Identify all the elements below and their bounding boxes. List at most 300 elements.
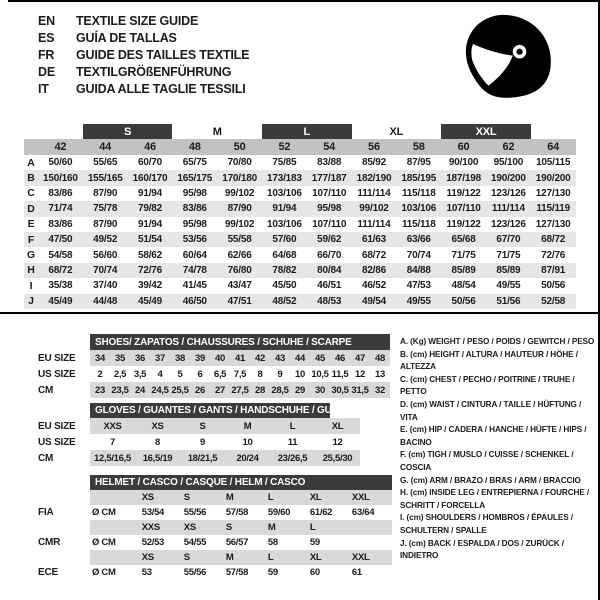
shoes-size-table: [35, 334, 390, 398]
measurement-cell: 87/95: [406, 157, 431, 169]
measurement-cell: 170/180: [217, 170, 262, 185]
measurement-cell: 111/114: [486, 201, 531, 216]
helmet-size-label: XS: [140, 490, 182, 505]
measurement-cell: 95/98: [182, 187, 207, 199]
helmet-size-spacer: [35, 490, 90, 505]
measurement-cell: 123/126: [490, 187, 526, 199]
gloves-value-cell: XXS: [90, 418, 135, 434]
helmet-size-label: L: [266, 550, 308, 565]
size-group-xxl: XXL: [441, 124, 531, 139]
measurement-cell: 39/42: [137, 280, 162, 292]
shoes-value-cell: 44: [290, 350, 310, 366]
size-group-row: [24, 124, 576, 139]
measurement-cell: 47/51: [217, 294, 262, 309]
measurement-row-j: [24, 294, 576, 309]
measurement-row-c: [24, 186, 576, 201]
helmet-size-label: XL: [308, 490, 350, 505]
measurement-cell: 70/74: [406, 249, 431, 261]
measurement-cell: 48/52: [262, 294, 307, 309]
measurement-cell: 71/74: [38, 201, 83, 216]
measurement-cell: 62/66: [227, 249, 252, 261]
shoes-row-cm: [35, 382, 390, 398]
size-row-spacer: [24, 139, 38, 155]
shoes-value-cell: 39: [190, 350, 210, 366]
measurement-cell: 111/114: [357, 187, 391, 199]
size-column-56: 56: [352, 139, 397, 155]
row-label-d: D: [24, 201, 38, 216]
measurement-cell: 58/62: [137, 249, 162, 261]
row-label-a: A: [27, 156, 35, 169]
helmet-value-cell: 59: [267, 567, 278, 578]
measurement-cell: 49/55: [396, 294, 441, 309]
measurement-cell: 63/66: [396, 232, 441, 247]
legend-item: D. (cm) WAIST / CINTURA / TAILLE / HÜFTUNG / VITA: [400, 399, 582, 422]
measurement-cell: 87/90: [217, 201, 262, 216]
language-code: ES: [38, 31, 55, 45]
measurement-cell: 64/68: [272, 249, 297, 261]
helmet-value-cell: 55/56: [183, 507, 207, 518]
size-column-62: 62: [486, 139, 531, 155]
shoes-value-cell: 7,5: [233, 368, 247, 380]
textile-size-table: [24, 124, 576, 309]
gloves-title: GLOVES / GUANTES / GANTS / HANDSCHUHE / GUANTI: [90, 403, 330, 418]
shoes-value-cell: 2,5: [113, 368, 127, 380]
measurement-cell: 59/62: [307, 232, 352, 247]
helmet-value-cell: 63/64: [351, 507, 375, 518]
measurement-cell: 99/102: [224, 218, 255, 230]
shoes-value-cell: 24,5: [150, 382, 170, 398]
measurement-cell: 60/64: [182, 249, 207, 261]
diameter-prefix: Ø CM: [92, 507, 116, 518]
measurement-cell: 182/190: [352, 170, 397, 185]
row-label-j: J: [24, 294, 38, 309]
measurement-cell: 119/122: [446, 218, 481, 230]
measurement-cell: 83/86: [48, 187, 73, 199]
measurement-cell: 75/85: [272, 157, 297, 169]
helmet-value-cell: 52/53: [141, 537, 165, 548]
size-column-46: 46: [128, 139, 173, 155]
measurement-cell: 103/106: [396, 201, 441, 216]
size-column-52: 52: [262, 139, 307, 155]
measurement-cell: 127/130: [535, 218, 571, 230]
measurement-cell: 65/68: [441, 232, 486, 247]
measurement-cell: 160/170: [128, 170, 173, 185]
size-column-64: 64: [531, 139, 576, 155]
measurement-row-g: [24, 247, 576, 262]
shoes-value-cell: 45: [310, 350, 330, 366]
measurement-cell: 57/60: [262, 232, 307, 247]
measurement-cell: 75/78: [83, 201, 128, 216]
measurement-cell: 85/89: [486, 263, 531, 278]
measurement-cell: 60/70: [137, 157, 162, 169]
helmet-value-cell: 61: [351, 567, 362, 578]
measurement-cell: 85/92: [361, 157, 386, 169]
helmet-size-spacer: [35, 550, 90, 565]
size-column-54: 54: [307, 139, 352, 155]
measurement-cell: 67/70: [486, 232, 531, 247]
shoes-value-cell: 41: [230, 350, 250, 366]
shoes-value-cell: 24: [130, 382, 150, 398]
measurement-cell: 43/47: [227, 280, 252, 292]
measurement-cell: 95/100: [493, 157, 524, 169]
measurement-cell: 84/88: [396, 263, 441, 278]
measurement-cell: 72/76: [128, 263, 173, 278]
row-label-c: C: [27, 187, 35, 200]
helmet-value-cell: 53/54: [141, 507, 165, 518]
shoes-value-cell: 36: [130, 350, 150, 366]
language-row: [38, 30, 249, 47]
measurement-cell: 51/56: [486, 294, 531, 309]
size-column-44: 44: [83, 139, 128, 155]
measurement-cell: 72/76: [541, 249, 566, 261]
measurement-cell: 87/91: [531, 263, 576, 278]
measurement-row-a: [24, 155, 576, 170]
gloves-row-label: US SIZE: [38, 436, 76, 448]
helmet-value-cell: 59/60: [267, 507, 291, 518]
language-code: DE: [38, 65, 55, 79]
measurement-legend: [400, 336, 598, 563]
standard-label-ece: ECE: [38, 567, 58, 578]
measurement-cell: 54/58: [48, 249, 73, 261]
gloves-value-cell: 9: [200, 436, 205, 448]
gloves-value-cell: L: [270, 418, 315, 434]
legend-item: F. (cm) TIGH / MUSLO / CUISSE / SCHENKEL / COSCIA: [400, 450, 574, 472]
helmet-size-prefix-cell: [90, 490, 140, 505]
measurement-cell: 71/75: [451, 249, 476, 261]
size-group-l: L: [262, 124, 352, 139]
language-title: GUÍA DE TALLAS: [76, 31, 177, 45]
gloves-value-cell: 20/24: [225, 450, 270, 466]
measurement-cell: 52/58: [531, 294, 576, 309]
shoes-value-cell: 31,5: [350, 382, 370, 398]
shoes-title: SHOES/ ZAPATOS / CHAUSSURES / SCHUHE / SCARPE: [90, 334, 390, 350]
measurement-cell: 51/54: [128, 232, 173, 247]
measurement-cell: 61/63: [352, 232, 397, 247]
row-label-g: G: [27, 249, 35, 262]
measurement-cell: 155/165: [83, 170, 128, 185]
legend-item: I. (cm) SHOULDERS / HOMBROS / ÉPAULES / SCHULTERN / SPALLE: [400, 513, 573, 535]
shoes-row-label: CM: [38, 384, 54, 396]
helmet-value-cell: 59: [309, 537, 320, 548]
helmet-size-row-fia: [35, 490, 392, 505]
helmet-size-row-cmr: [35, 520, 392, 535]
size-group-s: S: [83, 124, 173, 139]
measurement-row-f: [24, 232, 576, 247]
diameter-prefix: Ø CM: [92, 537, 116, 548]
measurement-cell: 173/183: [262, 170, 307, 185]
helmet-title-cell: [90, 475, 392, 490]
measurement-cell: 79/82: [128, 201, 173, 216]
measurement-cell: 103/106: [267, 187, 302, 199]
language-row: [38, 13, 249, 30]
row-label-f: F: [24, 232, 38, 247]
measurement-cell: 107/110: [312, 218, 347, 230]
gloves-value-cell: XL: [315, 418, 360, 434]
helmet-size-table: [35, 475, 392, 580]
shoes-value-cell: 48: [370, 350, 390, 366]
shoes-value-cell: 12: [355, 368, 365, 380]
helmet-title-spacer: [35, 475, 90, 490]
gloves-value-cell: 23/26,5: [270, 450, 315, 466]
helmet-size-label: S: [182, 490, 224, 505]
shoes-value-cell: 26: [190, 382, 210, 398]
measurement-cell: 71/75: [496, 249, 521, 261]
shoes-value-cell: 43: [270, 350, 290, 366]
measurement-cell: 76/80: [217, 263, 262, 278]
size-column-48: 48: [172, 139, 217, 155]
helmet-size-label: XXS: [140, 520, 182, 535]
shoes-value-cell: 35: [110, 350, 130, 366]
helmet-size-label: M: [266, 520, 308, 535]
language-code: EN: [38, 14, 55, 28]
measurement-cell: 65/75: [182, 157, 207, 169]
legend-item: A. (Kg) WEIGHT / PESO / POIDS / GEWITCH / PESO: [400, 337, 595, 346]
gloves-value-cell: 8: [155, 436, 160, 448]
legend-item: J. (cm) BACK / ESPALDA / DOS / ZURÜCK / INDIETRO: [400, 538, 564, 561]
row-label-h: H: [24, 263, 38, 278]
racing-helmet-icon: [445, 10, 565, 107]
gloves-title-row: [35, 402, 360, 418]
shoes-value-cell: 47: [350, 350, 370, 366]
measurement-cell: 95/98: [182, 218, 207, 230]
shoes-value-cell: 37: [150, 350, 170, 366]
group-header-spacer: [531, 124, 576, 139]
legend-item: C. (cm) CHEST / PECHO / POITRINE / TRUHE / PETTO: [400, 374, 575, 397]
gloves-row-cm: [35, 450, 360, 466]
gloves-value-cell: S: [180, 418, 225, 434]
measurement-cell: 111/114: [357, 218, 391, 230]
measurement-cell: 49/55: [496, 280, 521, 292]
measurement-cell: 165/175: [172, 170, 217, 185]
legend-item: H. (cm) INSIDE LEG / ENTREPIERNA / FOURCHE / SCHRITT / FORCELLA: [400, 488, 590, 510]
helmet-size-row-ece: [35, 550, 392, 565]
helmet-value-row-ece: [35, 565, 392, 580]
measurement-cell: 187/198: [441, 170, 486, 185]
shoes-value-cell: 10: [295, 368, 305, 380]
helmet-title: HELMET / CASCO / CASQUE / HELM / CASCO: [90, 475, 392, 490]
gloves-value-cell: XS: [135, 418, 180, 434]
helmet-size-label: [350, 520, 392, 535]
measurement-cell: 45/50: [272, 280, 297, 292]
measurement-row-i: [24, 278, 576, 293]
helmet-value-cell: 53: [141, 567, 152, 578]
helmet-value-cell: 60: [309, 567, 320, 578]
gloves-title-cell: [90, 402, 360, 418]
measurement-cell: 107/110: [441, 201, 486, 216]
helmet-size-label: L: [266, 490, 308, 505]
measurement-cell: 47/53: [406, 280, 431, 292]
helmet-value-cell: [350, 535, 392, 550]
shoes-value-cell: 30: [310, 382, 330, 398]
helmet-value-cell: 56/57: [225, 537, 249, 548]
shoes-value-cell: 27,5: [230, 382, 250, 398]
measurement-cell: 177/187: [307, 170, 352, 185]
measurement-cell: 70/74: [83, 263, 128, 278]
measurement-cell: 68/72: [531, 232, 576, 247]
measurement-cell: 66/70: [317, 249, 342, 261]
measurement-cell: 82/86: [352, 263, 397, 278]
helmet-value-cell: 61/62: [309, 507, 333, 518]
helmet-value-row-cmr: [35, 535, 392, 550]
measurement-cell: 46/52: [361, 280, 386, 292]
measurement-cell: 37/40: [93, 280, 118, 292]
shoes-value-cell: 13: [375, 368, 385, 380]
language-row: [38, 81, 249, 98]
measurement-cell: 105/115: [536, 157, 571, 169]
measurement-cell: 41/45: [182, 280, 207, 292]
gloves-value-cell: 18/21,5: [180, 450, 225, 466]
measurement-cell: 83/86: [172, 201, 217, 216]
gloves-value-cell: 12,5/16,5: [90, 450, 135, 466]
gloves-value-cell: 12: [332, 436, 343, 448]
measurement-cell: 99/102: [352, 201, 397, 216]
shoes-value-cell: 23,5: [110, 382, 130, 398]
standard-label-fia: FIA: [38, 507, 54, 518]
measurement-cell: 190/200: [531, 170, 576, 185]
shoes-value-cell: 29: [290, 382, 310, 398]
measurement-row-e: [24, 217, 576, 232]
helmet-value-cell: 58: [267, 537, 278, 548]
size-number-row: [24, 139, 576, 155]
shoes-value-cell: 5: [177, 368, 183, 380]
shoes-value-cell: 11,5: [331, 368, 349, 380]
language-title: GUIDA ALLE TAGLIE TESSILI: [76, 82, 246, 96]
measurement-cell: 115/119: [531, 201, 576, 216]
group-header-spacer: [24, 124, 83, 139]
shoes-value-cell: 46: [330, 350, 350, 366]
gloves-size-table: [35, 402, 360, 466]
helmet-size-spacer: [35, 520, 90, 535]
measurement-cell: 55/58: [217, 232, 262, 247]
shoes-value-cell: 2: [97, 368, 103, 380]
measurement-cell: 47/50: [38, 232, 83, 247]
measurement-cell: 87/90: [93, 187, 118, 199]
helmet-value-cell: 57/58: [225, 507, 249, 518]
shoes-value-cell: 28,5: [270, 382, 290, 398]
size-column-60: 60: [441, 139, 486, 155]
measurement-cell: 127/130: [535, 187, 571, 199]
helmet-size-label: M: [224, 490, 266, 505]
measurement-cell: 87/90: [93, 218, 118, 230]
helmet-value-cell: 55/56: [183, 567, 207, 578]
helmet-size-label: XL: [308, 550, 350, 565]
shoes-value-cell: 8: [257, 368, 263, 380]
measurement-cell: 49/54: [352, 294, 397, 309]
row-label-e: E: [27, 218, 35, 231]
measurement-cell: 74/78: [172, 263, 217, 278]
helmet-value-cell: 54/55: [183, 537, 207, 548]
measurement-cell: 49/52: [83, 232, 128, 247]
measurement-cell: 45/49: [128, 294, 173, 309]
measurement-cell: 80/84: [307, 263, 352, 278]
gloves-title-spacer: [35, 402, 90, 418]
standard-label-cmr: CMR: [38, 537, 61, 548]
diameter-prefix: Ø CM: [92, 567, 116, 578]
measurement-cell: 91/94: [137, 187, 162, 199]
language-row: [38, 47, 249, 64]
measurement-cell: 35/38: [48, 280, 73, 292]
size-column-42: 42: [38, 139, 83, 155]
legend-item: B. (cm) HEIGHT / ALTURA / HAUTEUR / HÖHE / ALTEZZA: [400, 349, 578, 372]
row-label-b: B: [24, 170, 38, 185]
shoes-row-us-size: [35, 366, 390, 382]
measurement-cell: 99/102: [224, 187, 255, 199]
helmet-size-label: XS: [182, 520, 224, 535]
measurement-cell: 83/88: [317, 157, 342, 169]
measurement-cell: 91/94: [137, 218, 162, 230]
language-title-list: [38, 13, 249, 98]
shoes-value-cell: 34: [90, 350, 110, 366]
measurement-cell: 53/56: [172, 232, 217, 247]
gloves-value-cell: 25,5/30: [315, 450, 360, 466]
gloves-row-label: CM: [38, 452, 54, 464]
measurement-cell: 91/94: [262, 201, 307, 216]
helmet-size-label: XXL: [350, 490, 392, 505]
measurement-cell: 115/118: [401, 187, 436, 199]
gloves-row-us-size: [35, 434, 360, 450]
measurement-cell: 50/56: [441, 294, 486, 309]
shoes-title-row: [35, 334, 390, 350]
language-code: IT: [38, 82, 49, 96]
gloves-row-label: EU SIZE: [38, 420, 76, 432]
measurement-cell: 90/100: [448, 157, 479, 169]
measurement-cell: 50/56: [541, 280, 566, 292]
shoes-value-cell: 23: [90, 382, 110, 398]
measurement-cell: 95/98: [307, 201, 352, 216]
helmet-value-cell: 57/58: [225, 567, 249, 578]
measurement-cell: 48/54: [451, 280, 476, 292]
measurement-cell: 46/51: [317, 280, 342, 292]
language-code: FR: [38, 48, 55, 62]
legend-item: E. (cm) HIP / CADERA / HANCHE / HÜFTE / HIPS / BACINO: [400, 425, 587, 447]
measurement-cell: 119/122: [446, 187, 481, 199]
gloves-value-cell: 11: [287, 436, 298, 448]
shoes-value-cell: 30,5: [330, 382, 350, 398]
language-title: TEXTILGRÖßENFÜHRUNG: [76, 65, 232, 79]
gloves-value-cell: 10: [242, 436, 253, 448]
size-group-xl: XL: [389, 125, 404, 138]
shoes-row-label: EU SIZE: [38, 352, 76, 364]
gloves-row-eu-size: [35, 418, 360, 434]
language-title: TEXTILE SIZE GUIDE: [76, 14, 199, 28]
helmet-title-row: [35, 475, 392, 490]
measurement-cell: 185/195: [396, 170, 441, 185]
gloves-value-cell: 16,5/19: [135, 450, 180, 466]
measurement-row-h: [24, 263, 576, 278]
size-column-50: 50: [217, 139, 262, 155]
helmet-size-label: XXL: [350, 550, 392, 565]
row-label-i: I: [29, 279, 33, 292]
measurement-cell: 46/50: [172, 294, 217, 309]
helmet-size-prefix-cell: [90, 520, 140, 535]
measurement-cell: 83/86: [48, 218, 73, 230]
size-group-m: M: [212, 125, 222, 138]
shoes-value-cell: 3,5: [133, 368, 147, 380]
measurement-cell: 44/48: [83, 294, 128, 309]
measurement-cell: 68/72: [361, 249, 386, 261]
shoes-value-cell: 42: [250, 350, 270, 366]
shoes-value-cell: 6,5: [213, 368, 227, 380]
section-divider-line: [0, 312, 600, 314]
measurement-cell: 190/200: [486, 170, 531, 185]
shoes-value-cell: 32: [370, 382, 390, 398]
helmet-value-row-fia: [35, 505, 392, 520]
language-row: [38, 64, 249, 81]
measurement-cell: 85/89: [441, 263, 486, 278]
shoes-value-cell: 9: [277, 368, 283, 380]
gloves-value-cell: 7: [110, 436, 115, 448]
measurement-cell: 68/72: [38, 263, 83, 278]
